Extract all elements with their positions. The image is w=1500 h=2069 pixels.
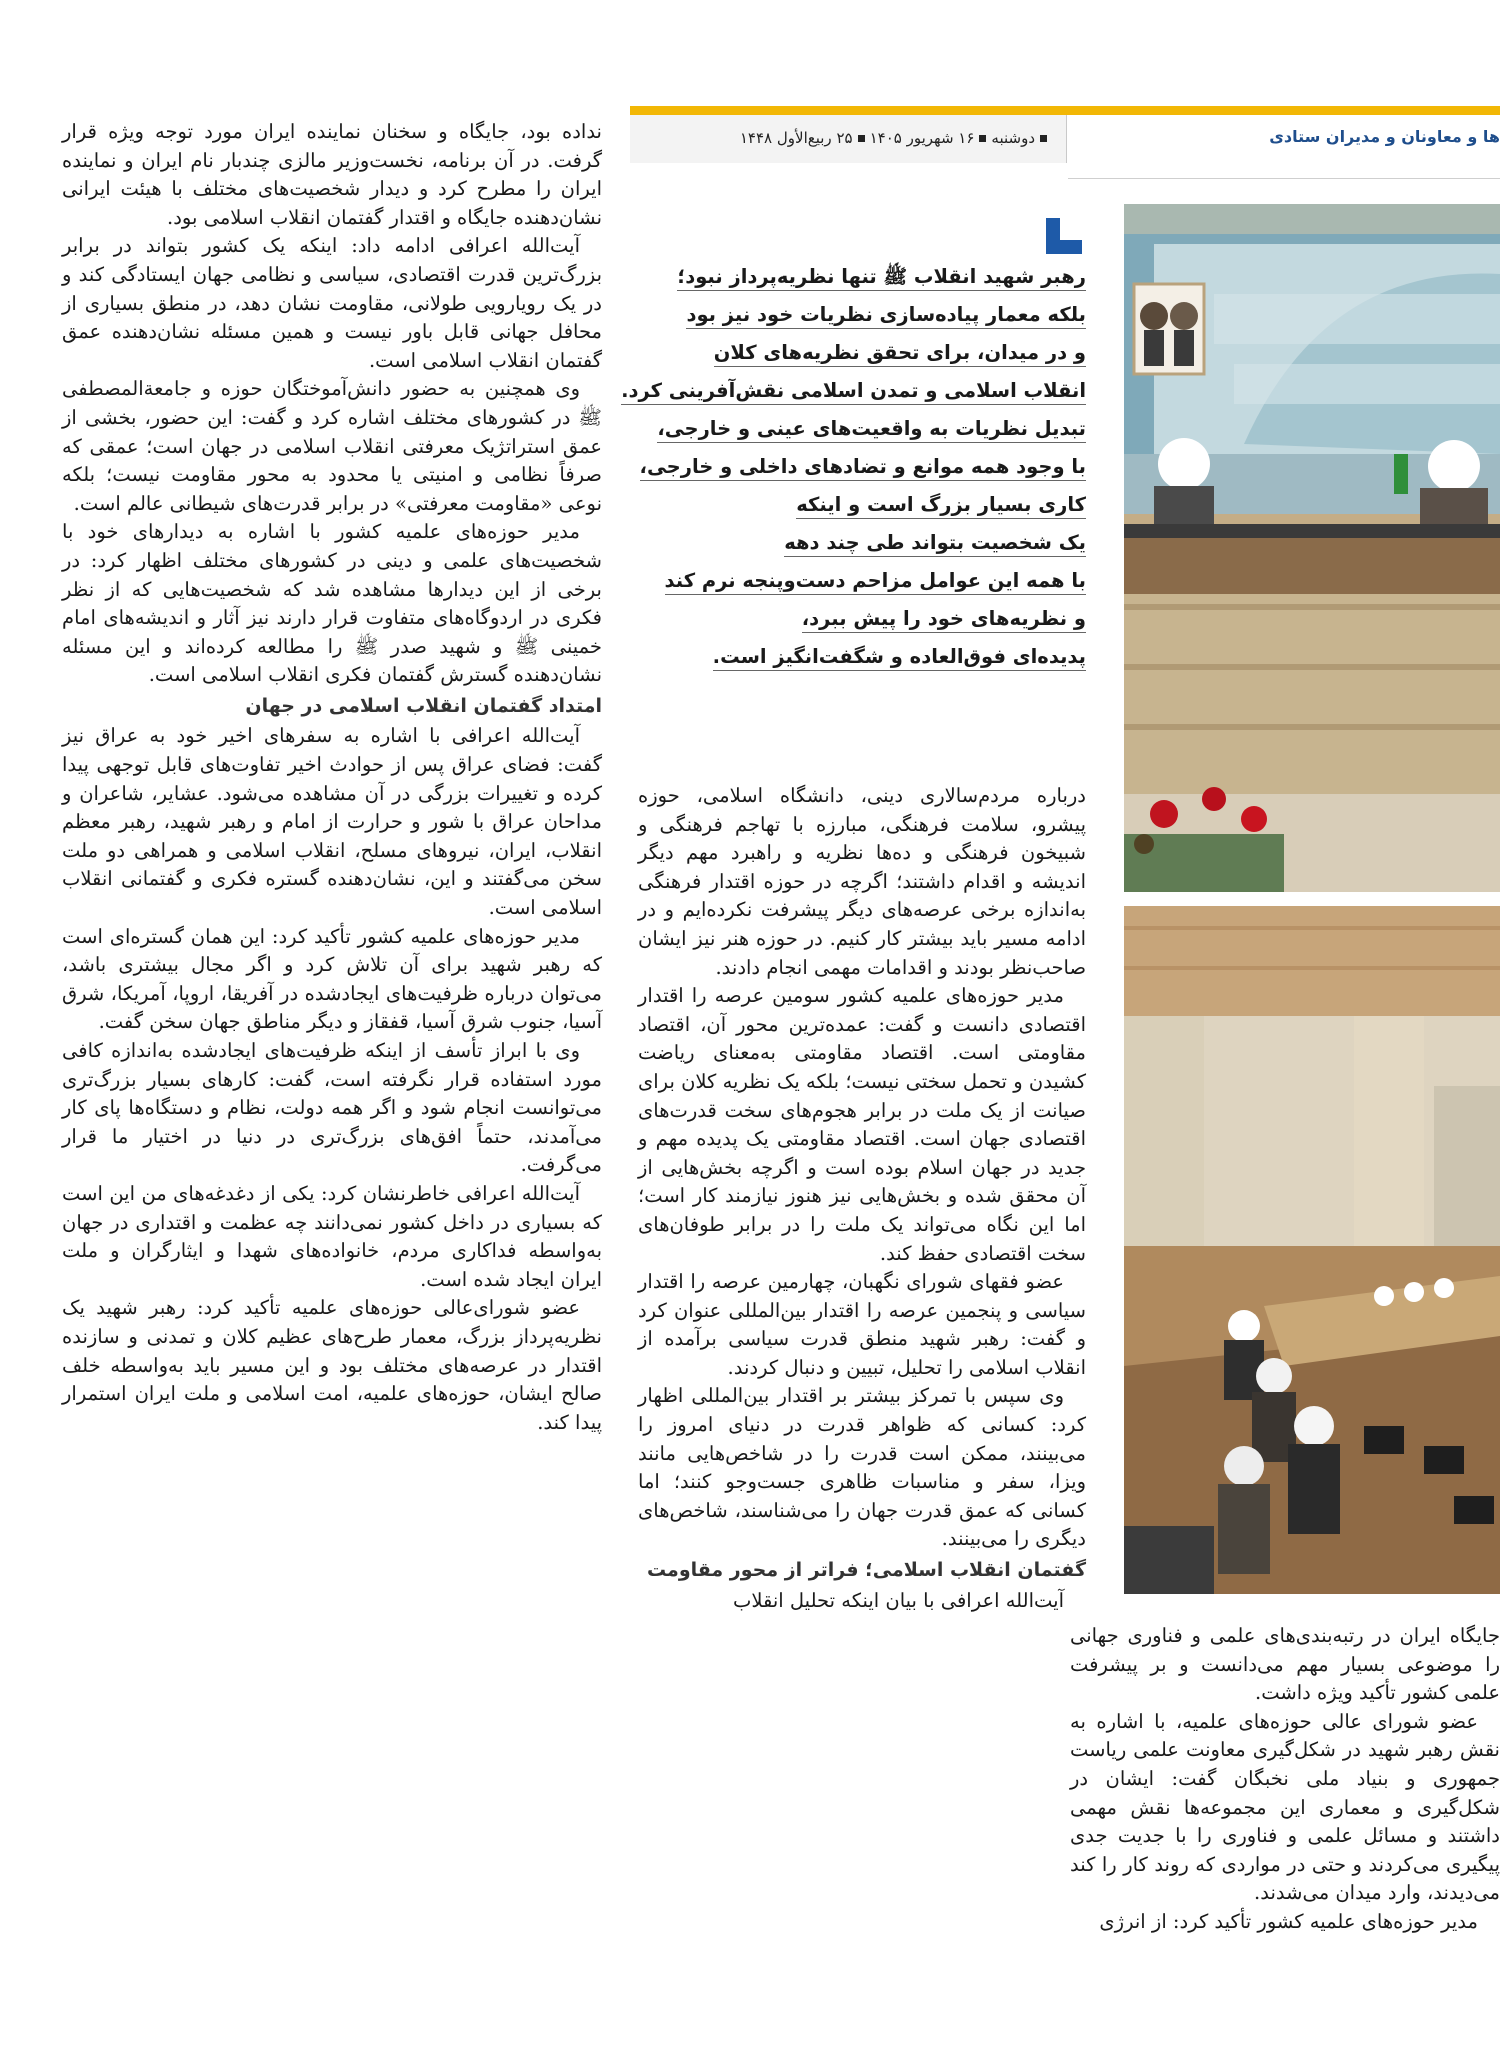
quote-line: کاری بسیار بزرگ است و اینکه bbox=[796, 493, 1086, 519]
quote-line: با همه این عوامل مزاحم دست‌وپنجه نرم کند bbox=[665, 569, 1087, 595]
quote-line: و در میدان، برای تحقق نظریه‌های کلان bbox=[714, 341, 1086, 367]
paragraph: وی سپس با تمرکز بیشتر بر اقتدار بین‌المللی اظهار کرد: کسانی که ظواهر قدرت در دنیای امروز را می‌بینند، ممکن است قدرت را در شاخص‌هایی مانند ویزا، سفر و مناسبات ظاهری جست‌وجو کنند؛ اما کسانی که عمق قدرت جهان را می‌شناسند، شاخص‌های دیگری را می‌بینند. bbox=[638, 1384, 1086, 1551]
paragraph: عضو فقهای شورای نگهبان، چهارمین عرصه را اقتدار سیاسی و پنجمین عرصه را اقتدار بین‌المللی عنوان کرد و گفت: رهبر شهید منطق قدرت سیاسی برآمده از انقلاب اسلامی را تحلیل، تبیین و دنبال کردند. bbox=[638, 1270, 1086, 1379]
article-column-right bbox=[1070, 1622, 1500, 2069]
paragraph: وی با ابراز تأسف از اینکه ظرفیت‌های ایجادشده به‌اندازه کافی مورد استفاده قرار نگرفته است، گفت: کارهای بسیار بزرگ‌تری می‌توانست انجام شود و اگر همه دولت، نظام و دستگاه‌ها پای کار می‌آمدند، حتماً افق‌های بزرگ‌تری در دنیا در اختیار ما قرار می‌گرفت. bbox=[62, 1039, 602, 1177]
meeting-stage-photo bbox=[1124, 204, 1500, 892]
quote-line: و نظریه‌های خود را پیش ببرد، bbox=[802, 607, 1086, 633]
paragraph: مدیر حوزه‌های علمیه کشور سومین عرصه را اقتدار اقتصادی دانست و گفت: عمده‌ترین محور آن، اقتصاد مقاومتی است. اقتصاد مقاومتی به‌معنای ریاضت کشیدن و تحمل سختی نیست؛ بلکه یک نظریه کلان برای صیانت از یک ملت در برابر هجوم‌های سخت قدرت‌های اقتصادی جهان است. اقتصاد مقاومتی یک پدیده مهم و جدید در جهان اسلام بوده است و اگرچه بخش‌هایی از آن محقق شده و بخش‌هایی نیز هنوز نیازمند کار است؛ اما این نگاه می‌تواند یک ملت را در برابر طوفان‌های سخت اقتصادی حفظ کند. bbox=[638, 984, 1086, 1265]
header-rule bbox=[1068, 178, 1500, 179]
subheading: امتداد گفتمان انقلاب اسلامی در جهان bbox=[245, 694, 602, 717]
paragraph: مدیر حوزه‌های علمیه کشور با اشاره به دیدارهای خود با شخصیت‌های علمی و دینی در کشورهای مختلف اظهار کرد: در برخی از این دیدارها مشاهده شد که شخصیت‌هایی که از نظر فکری در اردوگاه‌های متفاوت قرار دارند نیز آثار و اندیشه‌های امام خمینی ﷺ و شهید صدر ﷺ را مطالعه کرده‌اند و این مسئله نشان‌دهنده گسترش گفتمان فکری انقلاب اسلامی است. bbox=[62, 520, 602, 687]
paragraph: آیت‌الله اعرافی با اشاره به سفرهای اخیر خود به عراق نیز گفت: فضای عراق پس از حوادث اخیر تفاوت‌های قابل توجهی پیدا کرده و تغییرات بزرگی در آن مشاهده می‌شود. عشایر، شاعران و مداحان عراق با شور و حرارت از امام و رهبر شهید، رهبر معظم انقلاب، ایران، نیروهای مسلح، انقلاب اسلامی و همراهی دو ملت سخن می‌گفتند و این، نشان‌دهنده گستره فکری و گفتمانی انقلاب اسلامی است. bbox=[62, 724, 602, 920]
paragraph: مدیر حوزه‌های علمیه کشور تأکید کرد: این همان گستره‌ای است که رهبر شهید برای آن تلاش کرد و اگر مجال بیشتری باشد، می‌توان درباره ظرفیت‌های ایجادشده در آفریقا، اروپا، آمریکا، شرق آسیا، جنوب شرق آسیا، قفقاز و دیگر مناطق جهان سخن گفت. bbox=[62, 924, 602, 1034]
date-box bbox=[630, 115, 1067, 163]
paragraph: نداده بود، جایگاه و سخنان نماینده ایران مورد توجه ویژه قرار گرفت. در آن برنامه، نخست‌وزیر مالزی چندبار نام ایران و نماینده ایران را مطرح کرد و دیدار شخصیت‌های مختلف با هیئت ایرانی نشان‌دهنده جایگاه و اقتدار گفتمان انقلاب اسلامی بود. bbox=[62, 120, 602, 229]
paragraph: عضو شورای‌عالی حوزه‌های علمیه تأکید کرد: رهبر شهید یک نظریه‌پرداز بزرگ، معمار طرح‌های عظیم کلان و تمدنی و سازنده اقتدار در عرصه‌های مختلف بود و این مسیر باید به‌واسطه خلف صالح ایشان، حوزه‌های علمیه، امت اسلامی و ملت ایران استمرار پیدا کند. bbox=[62, 1296, 602, 1434]
quote-mark-icon bbox=[1046, 218, 1082, 254]
article-column-middle bbox=[638, 782, 1086, 2069]
date-solar: ۱۶ شهریور ۱۴۰۵ bbox=[869, 129, 975, 147]
subheading: گفتمان انقلاب اسلامی؛ فراتر از محور مقاومت bbox=[646, 1559, 1086, 1582]
quote-line: انقلاب اسلامی و تمدن اسلامی نقش‌آفرینی کرد. bbox=[621, 379, 1086, 405]
paragraph: جایگاه ایران در رتبه‌بندی‌های علمی و فناوری جهانی را موضوعی بسیار مهم می‌دانست و بر پیشرفت علمی کشور تأکید ویژه داشت. bbox=[1070, 1624, 1500, 1705]
header-accent-bar bbox=[630, 106, 1500, 115]
quote-line: پدیده‌ای فوق‌العاده و شگفت‌انگیز است. bbox=[713, 645, 1086, 671]
paragraph: درباره مردم‌سالاری دینی، دانشگاه اسلامی، حوزه پیشرو، سلامت فرهنگی، مبارزه با تهاجم فرهنگی و شبیخون فرهنگی و ده‌ها نظریه و راهبرد مهم دیگر اندیشه و اقدام داشتند؛ اگرچه در حوزه اقتدار فرهنگی به‌اندازه برخی عرصه‌های دیگر پیشرفت نکرده‌ایم و در ادامه مسیر باید بیشتر کار کنیم. در حوزه هنر نیز ایشان صاحب‌نظر بودند و اقدامات مهمی انجام دادند. bbox=[638, 784, 1086, 979]
pull-quote bbox=[621, 258, 1086, 676]
quote-line: تبدیل نظریات به واقعیت‌های عینی و خارجی، bbox=[657, 417, 1086, 443]
date-weekday: دوشنبه bbox=[991, 129, 1035, 147]
quote-line: یک شخصیت بتواند طی چند دهه bbox=[784, 531, 1086, 557]
paragraph: آیت‌الله اعرافی ادامه داد: اینکه یک کشور بتواند در برابر بزرگ‌ترین قدرت اقتصادی، سیاسی و نظامی جهان ایستادگی کند و در یک رویارویی طولانی، مقاومت نشان دهد، در منطق بسیاری از محافل جهانی قابل باور نیست و همین مسئله نشان‌دهنده عمق گفتمان انقلاب اسلامی است. bbox=[62, 234, 602, 372]
paragraph: وی همچنین به حضور دانش‌آموختگان حوزه و جامعةالمصطفی ﷺ در کشورهای مختلف اشاره کرد و گفت: این حضور، بخشی از عمق استراتژیک معرفتی انقلاب اسلامی در جهان است؛ عمقی که صرفاً نظامی و امنیتی یا محدود به محور مقاومت نیست؛ بلکه نوعی «مقاومت معرفتی» در برابر قدرت‌های شیطانی عالم است. bbox=[62, 377, 602, 515]
paragraph: عضو شورای عالی حوزه‌های علمیه، با اشاره به نقش رهبر شهید در شکل‌گیری معاونت علمی ریاست جمهوری و بنیاد ملی نخبگان گفت: ایشان در شکل‌گیری و معماری این مجموعه‌ها نقش مهمی داشتند و مسائل علمی و فناوری را با جدیت جدی پیگیری می‌کردند و حتی در مواردی که روند کار را کند می‌دیدند، وارد میدان می‌شدند. bbox=[1070, 1709, 1500, 1905]
quote-line: بلکه معمار پیاده‌سازی نظریات خود نیز بود bbox=[686, 303, 1086, 329]
paragraph: آیت‌الله اعرافی با بیان اینکه تحلیل انقلاب bbox=[733, 1588, 1064, 1612]
page-header bbox=[630, 115, 1500, 163]
issue-date bbox=[740, 129, 1052, 147]
section-title: ها و معاونان و مدیران ستادی bbox=[1269, 127, 1500, 146]
quote-line: با وجود همه موانع و تضادهای داخلی و خارجی، bbox=[640, 455, 1086, 481]
date-lunar: ۲۵ ربیع‌الأول ۱۴۴۸ bbox=[739, 129, 853, 147]
paragraph: مدیر حوزه‌های علمیه کشور تأکید کرد: از انرژی bbox=[1099, 1909, 1478, 1933]
article-column-left bbox=[62, 118, 602, 2069]
quote-line: رهبر شهید انقلاب ﷺ تنها نظریه‌پرداز نبود؛ bbox=[677, 265, 1086, 291]
paragraph: آیت‌الله اعرافی خاطرنشان کرد: یکی از دغدغه‌های من این است که بسیاری در داخل کشور نمی‌دانند چه عظمت و اقتداری در جهان به‌واسطه فداکاری مردم، خانواده‌های شهدا و ایثارگران و ملت ایران ایجاد شده است. bbox=[62, 1181, 602, 1291]
conference-room-photo bbox=[1124, 906, 1500, 1594]
